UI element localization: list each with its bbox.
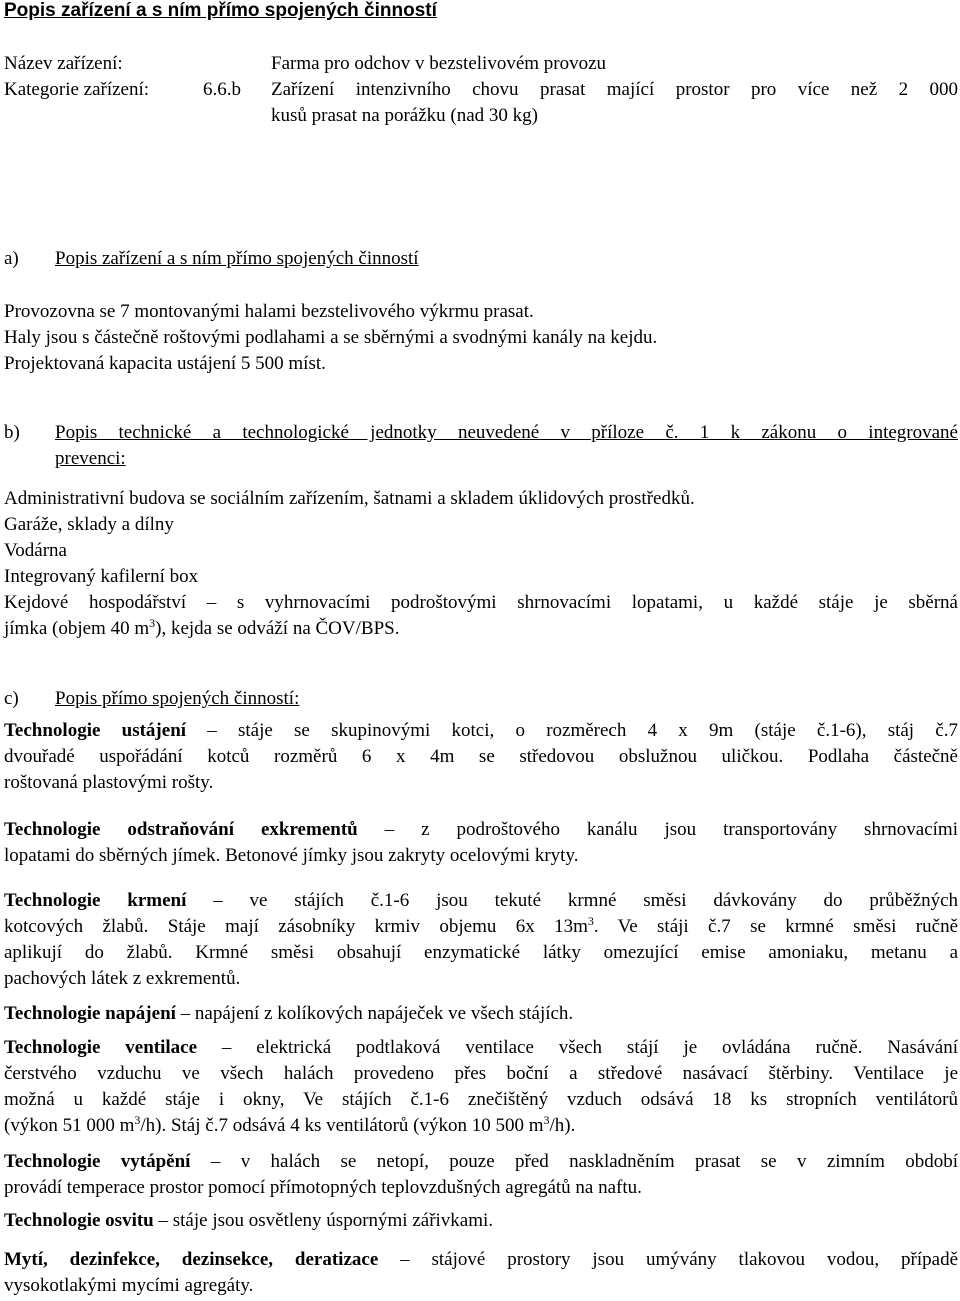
superscript: 3 bbox=[543, 1113, 550, 1127]
napajeni-line1 bbox=[4, 1001, 958, 1027]
section-b-body bbox=[4, 486, 958, 642]
section-a-line: Haly jsou s částečně roštovými podlahami a se sběrnými a svodnými kanály na kejdu. bbox=[4, 327, 658, 348]
section-b-line: Integrovaný kafilerní box bbox=[4, 566, 199, 587]
text-run: – stáje jsou osvětleny úspornými zářivkami. bbox=[153, 1210, 494, 1231]
osvitu-label: Technologie osvitu bbox=[4, 1210, 154, 1231]
odstranovani-label: Technologie odstraňování exkrementů bbox=[4, 819, 358, 840]
krmeni-line4: pachových látek z exkrementů. bbox=[4, 968, 241, 989]
section-a-line: Projektovaná kapacita ustájení 5 500 míst. bbox=[4, 353, 326, 374]
section-c-letter: c) bbox=[4, 688, 19, 709]
facility-category-value bbox=[271, 77, 958, 129]
section-b-letter: b) bbox=[4, 422, 20, 443]
krmeni-line3: aplikují do žlabů. Krmné směsi obsahují enzymatické látky omezující emise amoniaku, metanu a bbox=[4, 942, 958, 963]
text-run: – z podroštového kanálu jsou transportovány shrnovacími bbox=[357, 819, 958, 840]
facility-name-label: Název zařízení: bbox=[4, 53, 123, 74]
section-b-title bbox=[55, 420, 958, 472]
ustajeni-paragraph bbox=[4, 718, 958, 796]
text-run: /h). Stáj č.7 odsává 4 ks ventilátorů (výkon 10 500 m bbox=[140, 1115, 544, 1136]
myti-line2: vysokotlakými mycími agregáty. bbox=[4, 1275, 254, 1296]
ventilace-label: Technologie ventilace bbox=[4, 1037, 198, 1058]
facility-name-value: Farma pro odchov v bezstelivovém provozu bbox=[271, 53, 607, 74]
section-c-title: Popis přímo spojených činností: bbox=[55, 688, 300, 709]
napajeni-paragraph bbox=[4, 1001, 958, 1027]
myti-label: Mytí, dezinfekce, dezinsekce, deratizace bbox=[4, 1249, 379, 1270]
text-run: – stáje se skupinovými kotci, o rozměrech 4 x 9m (stáje č.1-6), stáj č.7 bbox=[186, 720, 958, 741]
text-run: kotcových žlabů. Stáje mají zásobníky krmiv objemu 6x 13m bbox=[4, 916, 588, 937]
osvitu-line1 bbox=[4, 1208, 958, 1234]
ventilace-paragraph bbox=[4, 1035, 958, 1139]
myti-line1 bbox=[4, 1247, 958, 1273]
ustajeni-line2: dvouřadé uspořádání kotců rozměrů 6 x 4m se středovou obslužnou uličkou. Podlaha částečně bbox=[4, 746, 958, 767]
text-run: ), kejda se odváží na ČOV/BPS. bbox=[155, 618, 400, 639]
facility-category-label: Kategorie zařízení: bbox=[4, 79, 150, 100]
ventilace-line4 bbox=[4, 1113, 958, 1139]
text-run: – stájové prostory jsou umývány tlakovou vodou, případě bbox=[378, 1249, 958, 1270]
ustajeni-line1 bbox=[4, 718, 958, 744]
text-run: – v halách se netopí, pouze před naskladněním prasat se v zimním období bbox=[190, 1151, 959, 1172]
vytapeni-paragraph bbox=[4, 1149, 958, 1201]
vytapeni-line2: provádí temperace prostor pomocí přímotopných teplovzdušných agregátů na naftu. bbox=[4, 1177, 642, 1198]
text-run: jímka (objem 40 m bbox=[4, 618, 150, 639]
section-b-title-line2: prevenci: bbox=[55, 448, 126, 469]
myti-paragraph bbox=[4, 1247, 958, 1299]
facility-category-value-line2: kusů prasat na porážku (nad 30 kg) bbox=[271, 105, 538, 126]
krmeni-line1 bbox=[4, 888, 958, 914]
section-b-kejd-line1: Kejdové hospodářství – s vyhrnovacími podroštovými shrnovacími lopatami, u každé stáje je sběrná bbox=[4, 592, 958, 613]
text-run: – elektrická podtlaková ventilace všech stájí je ovládána ručně. Nasávání bbox=[197, 1037, 958, 1058]
facility-category-value-line1: Zařízení intenzivního chovu prasat mající prostor pro více než 2 000 bbox=[271, 79, 958, 100]
text-run: – ve stájích č.1-6 jsou tekuté krmné směsi dávkovány do průběžných bbox=[186, 890, 959, 911]
section-b-line: Vodárna bbox=[4, 540, 67, 561]
text-run: (výkon 51 000 m bbox=[4, 1115, 135, 1136]
ustajeni-label: Technologie ustájení bbox=[4, 720, 187, 741]
odstranovani-line1 bbox=[4, 817, 958, 843]
krmeni-line2 bbox=[4, 914, 958, 940]
odstranovani-paragraph bbox=[4, 817, 958, 869]
page-title: Popis zařízení a s ním přímo spojených činností bbox=[4, 0, 437, 21]
superscript: 3 bbox=[149, 616, 156, 630]
osvitu-paragraph bbox=[4, 1208, 958, 1234]
text-run: – napájení z kolíkových napáječek ve všech stájích. bbox=[175, 1003, 574, 1024]
text-run: . Ve stáji č.7 se krmné směsi ručně bbox=[593, 916, 959, 937]
vytapeni-line1 bbox=[4, 1149, 958, 1175]
ustajeni-line3: roštovaná plastovými rošty. bbox=[4, 772, 214, 793]
section-b-line: Administrativní budova se sociálním zařízením, šatnami a skladem úklidových prostředků. bbox=[4, 488, 695, 509]
odstranovani-line2: lopatami do sběrných jímek. Betonové jímky jsou zakryty ocelovými kryty. bbox=[4, 845, 579, 866]
facility-category-code: 6.6.b bbox=[203, 79, 241, 100]
section-a-title: Popis zařízení a s ním přímo spojených činností bbox=[55, 248, 419, 269]
section-b-line: Garáže, sklady a dílny bbox=[4, 514, 174, 535]
section-a-body bbox=[4, 299, 958, 377]
section-b-title-line1: Popis technické a technologické jednotky neuvedené v příloze č. 1 k zákonu o integrované bbox=[55, 422, 958, 443]
section-a-line: Provozovna se 7 montovanými halami bezstelivového výkrmu prasat. bbox=[4, 301, 534, 322]
vytapeni-label: Technologie vytápění bbox=[4, 1151, 191, 1172]
text-run: /h). bbox=[549, 1115, 576, 1136]
ventilace-line1 bbox=[4, 1035, 958, 1061]
superscript: 3 bbox=[587, 914, 594, 928]
ventilace-line2: čerstvého vzduchu ve všech halách provedeno přes boční a středové nasávací štěrbiny. Ventilace je bbox=[4, 1063, 958, 1084]
ventilace-line3: možná u každé stáje i okny, Ve stájích č.1-6 znečištěný vzduch odsává 18 ks stropních ventilátorů bbox=[4, 1089, 958, 1110]
napajeni-label: Technologie napájení bbox=[4, 1003, 176, 1024]
superscript: 3 bbox=[134, 1113, 141, 1127]
section-a-letter: a) bbox=[4, 248, 19, 269]
krmeni-label: Technologie krmení bbox=[4, 890, 187, 911]
krmeni-paragraph bbox=[4, 888, 958, 992]
section-b-kejd-line2 bbox=[4, 616, 958, 642]
